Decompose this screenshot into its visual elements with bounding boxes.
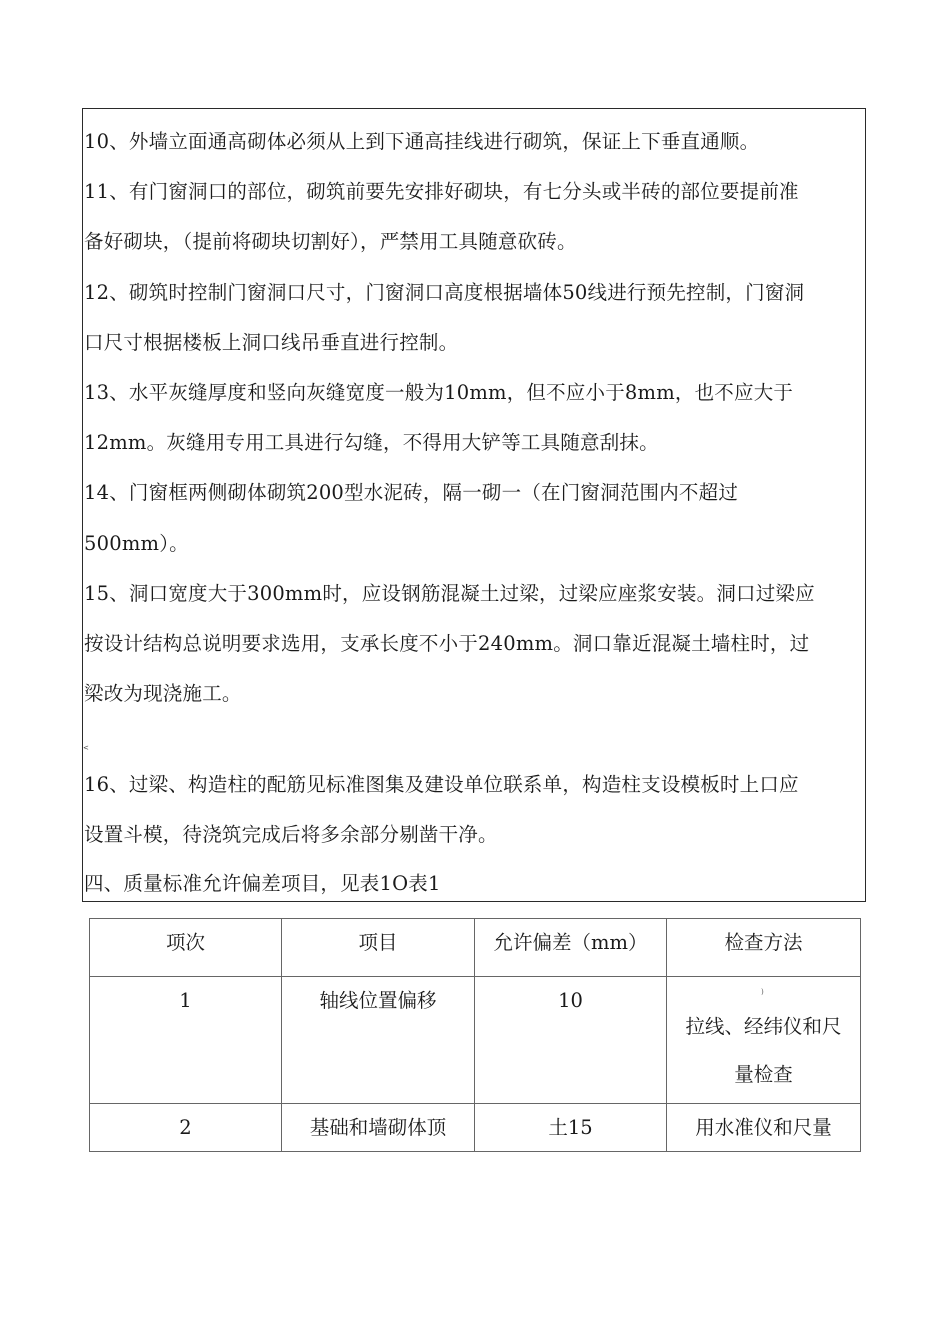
text-line: 10、外墙立面通高砌体必须从上到下通高挂线进行砌筑，保证上下垂直通顺。 (84, 130, 760, 153)
text-line: 口尺寸根据楼板上洞口线吊垂直进行控制。 (84, 331, 459, 354)
method-line: 量检查 (734, 1063, 793, 1086)
text-line: 备好砌块，（提前将砌块切割好），严禁用工具随意砍砖。 (84, 230, 577, 253)
text-line: 15、洞口宽度大于300mm时，应设钢筋混凝土过梁，过梁应座浆安装。洞口过梁应 (84, 582, 815, 605)
deviation-table (89, 918, 861, 1152)
table-cell: 用水准仪和尺量 (667, 1104, 861, 1152)
header-cell: 检查方法 (667, 919, 861, 977)
header-cell: 允许偏差（mm） (475, 919, 667, 977)
small-mark: < (83, 744, 89, 752)
text-line: 按设计结构总说明要求选用，支承长度不小于240mm。洞口靠近混凝土墙柱时，过 (84, 632, 810, 655)
text-line: 12、砌筑时控制门窗洞口尺寸，门窗洞口高度根据墙体50线进行预先控制，门窗洞 (84, 281, 805, 304)
text-line: 四、质量标准允许偏差项目，见表1O表1 (84, 872, 441, 895)
text-line: 11、有门窗洞口的部位，砌筑前要先安排好砌块，有七分头或半砖的部位要提前准 (84, 180, 799, 203)
text-line: 13、水平灰缝厚度和竖向灰缝宽度一般为10mm，但不应小于8mm，也不应大于 (84, 381, 794, 404)
small-mark: ) (761, 988, 764, 996)
table-header-row (90, 919, 861, 977)
table-row (90, 1104, 861, 1152)
table-cell: 10 (475, 977, 667, 1104)
table-cell: 土15 (475, 1104, 667, 1152)
table-cell: 基础和墙砌体顶 (282, 1104, 475, 1152)
table-row (90, 977, 861, 1104)
table-cell: 2 (90, 1104, 282, 1152)
text-line: 500mm）。 (84, 532, 189, 555)
text-line: 16、过梁、构造柱的配筋见标准图集及建设单位联系单，构造柱支设模板时上口应 (84, 773, 799, 796)
text-line: 14、门窗框两侧砌体砌筑200型水泥砖，隔一砌一（在门窗洞范围内不超过 (84, 481, 739, 504)
table-cell: 1 (90, 977, 282, 1104)
text-line: 梁改为现浇施工。 (84, 682, 242, 705)
method-line: 拉线、经纬仪和尺 (685, 1015, 842, 1038)
header-cell: 项次 (90, 919, 282, 977)
text-line: 设置斗模，待浇筑完成后将多余部分剔凿干净。 (84, 823, 498, 846)
header-cell: 项目 (282, 919, 475, 977)
table-cell: 轴线位置偏移 (282, 977, 475, 1104)
text-line: 12mm。灰缝用专用工具进行勾缝，不得用大铲等工具随意刮抹。 (84, 431, 659, 454)
